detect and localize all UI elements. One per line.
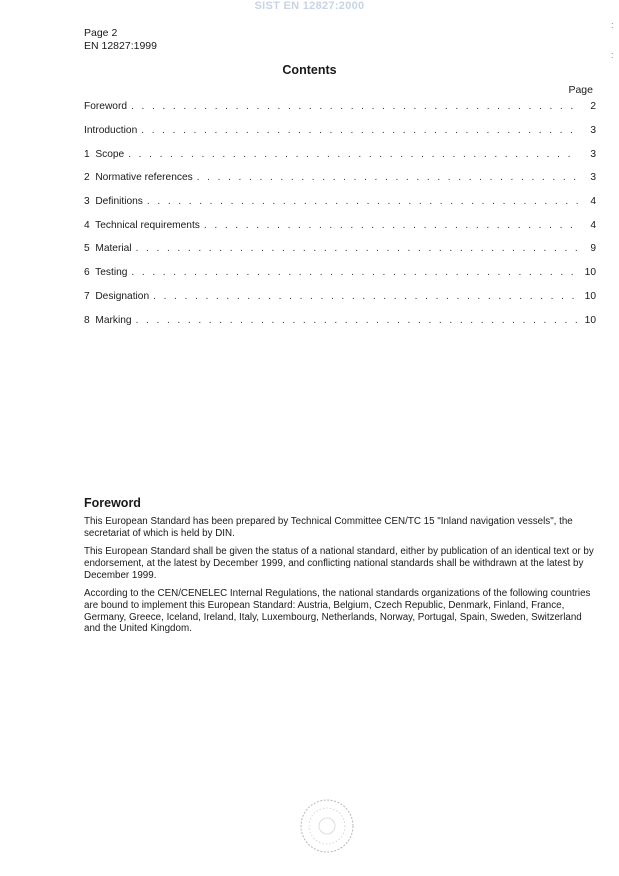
toc-page: 4 (590, 220, 596, 231)
toc-leader (136, 314, 578, 328)
toc-leader (153, 290, 578, 304)
toc-leader (131, 266, 578, 280)
toc-entry-testing[interactable] (84, 266, 596, 280)
foreword-paragraph: This European Standard has been prepared by Technical Committee CEN/TC 15 "Inland navigation vessels", the secretariat of which is held by DIN. (84, 516, 573, 539)
toc-page: 2 (590, 101, 596, 112)
toc-entry-marking[interactable] (84, 314, 596, 328)
toc-entry-definitions[interactable] (84, 195, 596, 209)
page-header (84, 27, 157, 53)
toc-label: 2 Normative references (84, 172, 193, 183)
toc-leader (204, 219, 578, 233)
margin-mark: : (611, 20, 614, 30)
stamp-seal-icon (297, 796, 357, 856)
toc-leader (136, 242, 578, 256)
foreword-paragraph: According to the CEN/CENELEC Internal Regulations, the national standards organizations of the following countries are bound to implement this European Standard: Austria, Belgium, Czech Republic, Denmark, Finland, France, Germany, Greece, Iceland, Ireland, Italy, Luxembourg, Netherlands, Norway, Portugal, Spain, Sweden, Switzerland and the United Kingdom. (84, 588, 591, 635)
toc-leader (147, 195, 578, 209)
contents-title: Contents (282, 63, 337, 77)
toc-page: 4 (590, 196, 596, 207)
toc-label: 3 Definitions (84, 196, 143, 207)
toc-label: 5 Material (84, 243, 132, 254)
toc-page: 10 (584, 315, 596, 326)
toc-label: 6 Testing (84, 267, 128, 278)
toc-label: 4 Technical requirements (84, 220, 200, 231)
page-number: Page 2 (84, 27, 118, 39)
foreword-paragraph: This European Standard shall be given the status of a national standard, either by publication of an identical text or by endorsement, at the latest by December 1999, and conflicting national standards shall be withdrawn at the latest by December 1999. (84, 546, 594, 581)
page-column-label: Page (568, 84, 593, 96)
toc-label: 1 Scope (84, 149, 125, 160)
toc-entry-technical-requirements[interactable] (84, 219, 596, 233)
toc-label: 7 Designation (84, 291, 150, 302)
toc-leader (128, 148, 578, 162)
watermark: SIST EN 12827:2000 (254, 0, 365, 12)
toc-page: 10 (584, 267, 596, 278)
toc-leader (131, 100, 578, 114)
toc-entry-scope[interactable] (84, 148, 596, 162)
toc-entry-foreword[interactable] (84, 100, 596, 114)
toc-entry-designation[interactable] (84, 290, 596, 304)
toc-label: 8 Marking (84, 315, 132, 326)
toc-leader (197, 171, 578, 185)
toc-entry-introduction[interactable] (84, 124, 596, 138)
standard-number: EN 12827:1999 (84, 40, 157, 52)
toc-entry-material[interactable] (84, 242, 596, 256)
toc-label: Introduction (84, 125, 138, 136)
toc-label: Foreword (84, 101, 128, 112)
toc-leader (141, 124, 578, 138)
toc-page: 3 (590, 149, 596, 160)
toc-page: 3 (590, 172, 596, 183)
toc-page: 3 (590, 125, 596, 136)
foreword-heading: Foreword (84, 496, 141, 510)
toc-page: 10 (584, 291, 596, 302)
toc-page: 9 (590, 243, 596, 254)
margin-mark: : (611, 50, 614, 60)
toc-entry-normative-references[interactable] (84, 171, 596, 185)
